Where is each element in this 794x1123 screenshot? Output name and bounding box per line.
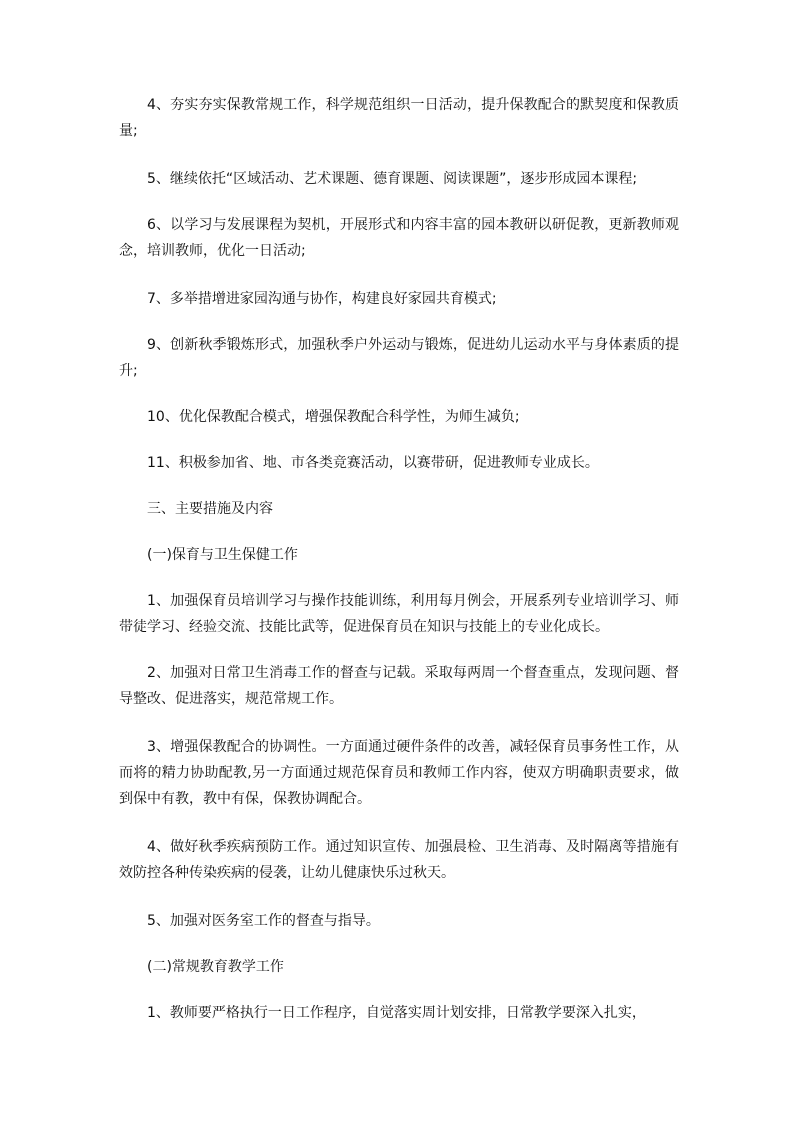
paragraph-item-5: 5、继续依托“区域活动、艺术课题、德育课题、阅读课题”，逐步形成园本课程; (147, 171, 638, 187)
paragraph-item-9: 9、创新秋季锻炼形式，加强秋季户外运动与锻炼，促进幼儿运动水平与身体素质的提升; (119, 337, 679, 379)
subsection-heading-2: (二)常规教育教学工作 (147, 959, 284, 975)
care-item-5: 5、加强对医务室工作的督查与指导。 (147, 913, 380, 929)
paragraph-item-4: 4、夯实夯实保教常规工作，科学规范组织一日活动，提升保教配合的默契度和保教质量; (119, 97, 679, 139)
teaching-item-1: 1、教师要严格执行一日工作程序，自觉落实周计划安排，日常教学要深入扎实， (147, 1005, 646, 1021)
paragraph-item-7: 7、多举措增进家园沟通与协作，构建良好家园共育模式; (147, 291, 497, 307)
section-heading-3: 三、主要措施及内容 (147, 501, 273, 517)
paragraph-item-11: 11、积极参加省、地、市各类竞赛活动，以赛带研，促进教师专业成长。 (147, 455, 599, 471)
care-item-3: 3、增强保教配合的协调性。一方面通过硬件条件的改善，减轻保育员事务性工作，从而将的精力协助配教,另一方面通过规范保育员和教师工作内容，使双方明确职责要求，做到保中有教，教中有保，保教协调配合。 (119, 739, 679, 807)
subsection-heading-1: (一)保育与卫生保健工作 (147, 547, 298, 563)
care-item-2: 2、加强对日常卫生消毒工作的督查与记载。采取每两周一个督查重点，发现问题、督导整改、促进落实，规范常规工作。 (119, 665, 679, 707)
paragraph-item-10: 10、优化保教配合模式，增强保教配合科学性，为师生减负; (147, 409, 520, 425)
care-item-4: 4、做好秋季疾病预防工作。通过知识宣传、加强晨检、卫生消毒、及时隔离等措施有效防控各种传染疾病的侵袭，让幼儿健康快乐过秋天。 (119, 839, 679, 881)
care-item-1: 1、加强保育员培训学习与操作技能训练，利用每月例会，开展系列专业培训学习、师带徒学习、经验交流、技能比武等，促进保育员在知识与技能上的专业化成长。 (119, 593, 679, 635)
paragraph-item-6: 6、以学习与发展课程为契机，开展形式和内容丰富的园本教研以研促教，更新教师观念，培训教师，优化一日活动; (119, 217, 679, 259)
